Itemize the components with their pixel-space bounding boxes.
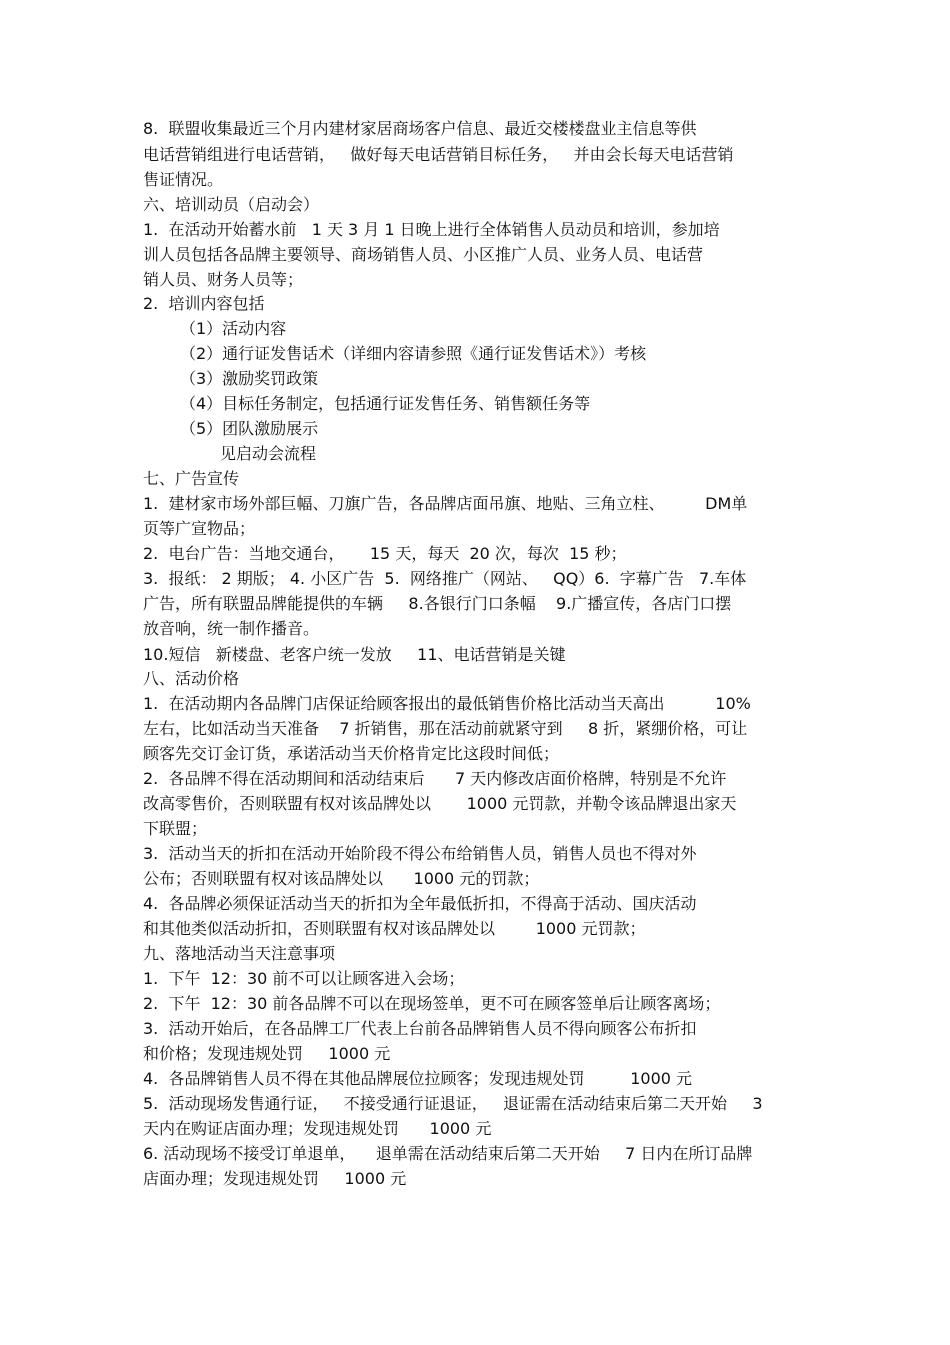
list-item: （3）激励奖罚政策 [180, 369, 319, 388]
text-line: 10.短信 新楼盘、老客户统一发放 11、电话营销是关键 [143, 645, 566, 664]
section-heading: 八、活动价格 [143, 669, 240, 688]
text-line: 4. 各品牌销售人员不得在其他品牌展位拉顾客；发现违规处罚 1000 元 [143, 1069, 693, 1088]
section-heading: 七、广告宣传 [143, 469, 240, 488]
list-note: 见启动会流程 [220, 444, 317, 463]
list-item: （1）活动内容 [180, 319, 287, 338]
list-item: （2）通行证发售话术（详细内容请参照《通行证发售话术》）考核 [180, 344, 647, 363]
text-line: 1. 在活动开始蓄水前 1 天 3 月 1 日晚上进行全体销售人员动员和培训，参加培 [143, 220, 720, 239]
section-heading: 六、培训动员（启动会） [143, 195, 320, 214]
text-line: 1. 建材家市场外部巨幅、刀旗广告，各品牌店面吊旗、地贴、三角立柱、 DM单 [143, 494, 748, 513]
text-line: 左右，比如活动当天准备 7 折销售，那在活动前就紧守到 8 折，紧绷价格，可让 [143, 719, 748, 738]
text-line: 下联盟； [143, 819, 208, 838]
text-line: 销人员、财务人员等； [143, 270, 304, 289]
text-line: 页等广宣物品； [143, 519, 256, 538]
text-line: 广告，所有联盟品牌能提供的车辆 8.各银行门口条幅 9.广播宣传，各店门口摆 [143, 594, 732, 613]
text-line: 公布；否则联盟有权对该品牌处以 1000 元的罚款； [143, 869, 540, 888]
text-line: 8. 联盟收集最近三个月内建材家居商场客户信息、最近交楼楼盘业主信息等供 [143, 119, 697, 138]
text-line: 3. 活动当天的折扣在活动开始阶段不得公布给销售人员，销售人员也不得对外 [143, 844, 697, 863]
text-line: 2. 下午 12：30 前各品牌不可以在现场签单，更不可在顾客签单后让顾客离场； [143, 994, 721, 1013]
section-heading: 九、落地活动当天注意事项 [143, 944, 336, 963]
text-line: 2. 培训内容包括 [143, 294, 265, 313]
text-line: 改高零售价，否则联盟有权对该品牌处以 1000 元罚款，并勒令该品牌退出家天 [143, 794, 737, 813]
text-line: 和其他类似活动折扣，否则联盟有权对该品牌处以 1000 元罚款； [143, 919, 646, 938]
text-line: 3. 活动开始后，在各品牌工厂代表上台前各品牌销售人员不得向顾客公布折扣 [143, 1019, 697, 1038]
text-line: 1. 在活动期内各品牌门店保证给顾客报出的最低销售价格比活动当天高出 10% [143, 694, 751, 713]
list-item: （5）团队激励展示 [180, 419, 319, 438]
text-line: 店面办理；发现违规处罚 1000 元 [143, 1169, 407, 1188]
text-line: 电话营销组进行电话营销， 做好每天电话营销目标任务， 并由会长每天电话营销 [143, 145, 734, 164]
text-line: 训人员包括各品牌主要领导、商场销售人员、小区推广人员、业务人员、电话营 [143, 245, 704, 264]
text-line: 天内在购证店面办理；发现违规处罚 1000 元 [143, 1119, 492, 1138]
text-line: 放音响，统一制作播音。 [143, 619, 320, 638]
text-line: 3. 报纸： 2 期版； 4. 小区广告 5. 网络推广（网站、 QQ）6. 字幕广告 7.车体 [143, 569, 747, 588]
text-line: 售证情况。 [143, 170, 224, 189]
text-line: 2. 电台广告：当地交通台， 15 天，每天 20 次，每次 15 秒； [143, 544, 627, 563]
list-item: （4）目标任务制定，包括通行证发售任务、销售额任务等 [180, 394, 591, 413]
text-line: 4. 各品牌必须保证活动当天的折扣为全年最低折扣，不得高于活动、国庆活动 [143, 894, 697, 913]
text-line: 6. 活动现场不接受订单退单， 退单需在活动结束后第二天开始 7 日内在所订品牌 [143, 1144, 753, 1163]
text-line: 2. 各品牌不得在活动期间和活动结束后 7 天内修改店面价格牌，特别是不允许 [143, 769, 727, 788]
text-line: 和价格；发现违规处罚 1000 元 [143, 1044, 391, 1063]
text-line: 顾客先交订金订货，承诺活动当天价格肯定比这段时间低； [143, 744, 560, 763]
text-line: 5. 活动现场发售通行证， 不接受通行证退证， 退证需在活动结束后第二天开始 3 [143, 1094, 763, 1113]
text-line: 1. 下午 12：30 前不可以让顾客进入会场； [143, 969, 465, 988]
